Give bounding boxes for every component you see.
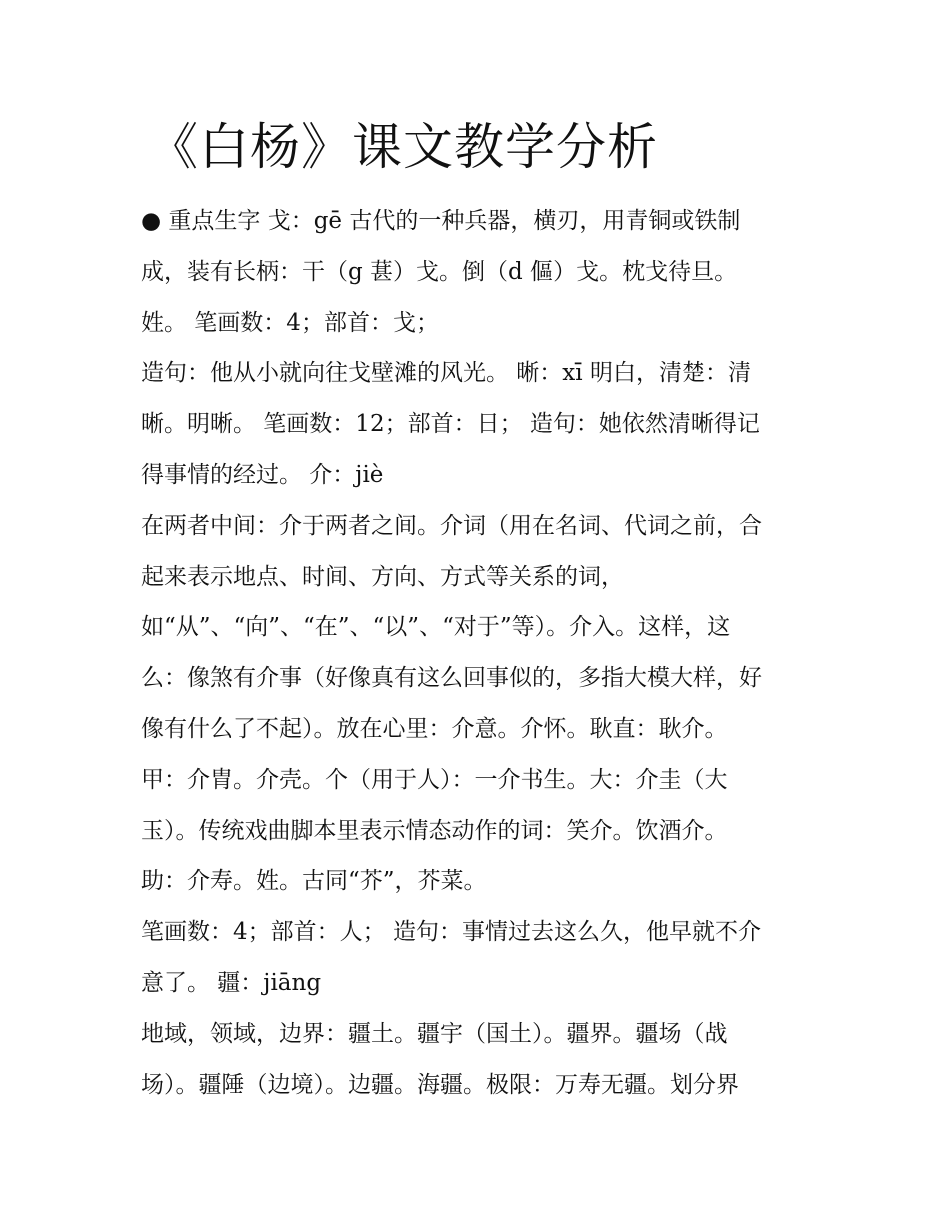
text-line: 成，装有长柄：干（g 葚）戈。倒（d 傴）戈。枕戈待旦。: [141, 258, 738, 285]
text-line: 意了。 疆：jiāng: [141, 969, 322, 996]
text-line: 玉）。传统戏曲脚本里表示情态动作的词：笑介。饮酒介。: [141, 817, 728, 844]
text-line: 助：介寿。姓。古同“芥”，芥菜。: [141, 868, 487, 895]
text-line: ● 重点生字 戈：gē 古代的一种兵器，横刃，用青铜或铁制: [141, 208, 741, 234]
text-line: 像有什么了不起）。放在心里：介意。介怀。耿直：耿介。: [141, 715, 728, 742]
text-line: 造句：他从小就向往戈壁滩的风光。 晰：xī 明白，清楚：清: [141, 360, 751, 387]
text-line: 地域，领域，边界：疆土。疆宇（国土）。疆界。疆场（战: [141, 1020, 728, 1047]
document-body: [141, 196, 841, 1110]
text-line: 么：像煞有介事（好像真有这么回事似的，多指大模大样，好: [141, 665, 762, 692]
text-line: 得事情的经过。 介：jiè: [141, 461, 384, 488]
text-line: 姓。 笔画数：4；部首：戈；: [141, 309, 439, 336]
text-line: 场）。疆陲（边境）。边疆。海疆。极限：万寿无疆。划分界: [141, 1071, 739, 1098]
text-line: 晰。明晰。 笔画数：12；部首：日； 造句：她依然清晰得记: [141, 411, 760, 438]
text-line: 在两者中间：介于两者之间。介词（用在名词、代词之前，合: [141, 512, 762, 539]
document-title: 《白杨》课文教学分析: [148, 118, 658, 176]
text-line: 笔画数：4；部首：人； 造句：事情过去这么久，他早就不介: [141, 919, 761, 946]
text-line: 起来表示地点、时间、方向、方式等关系的词，: [141, 563, 624, 590]
text-line: 甲：介胄。介壳。个（用于人）：一介书生。大：介圭（大: [141, 766, 728, 793]
text-line: 如“从”、“向”、“在”、“以”、“对于”等）。介入。这样，这: [141, 614, 731, 641]
